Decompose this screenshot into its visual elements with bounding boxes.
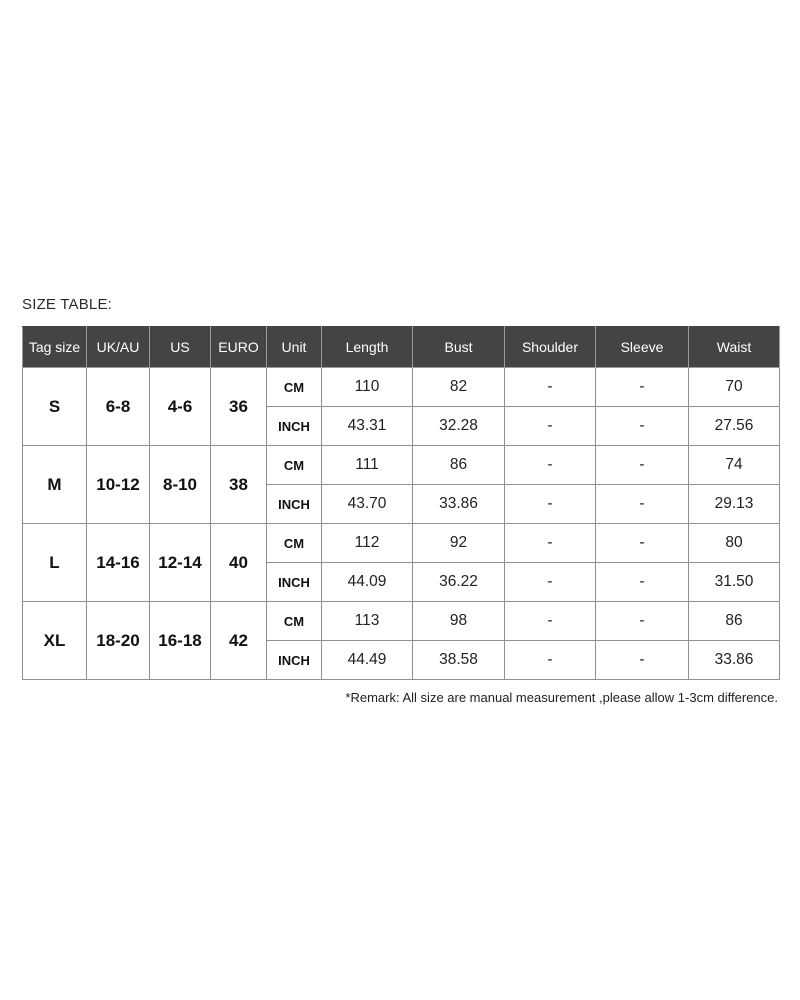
- unit-cell: INCH: [267, 641, 322, 680]
- bust-cell: 92: [413, 524, 505, 563]
- sleeve-cell: -: [596, 524, 689, 563]
- shoulder-cell: -: [505, 485, 596, 524]
- euro-cell: 38: [211, 446, 267, 524]
- unit-cell: INCH: [267, 407, 322, 446]
- sleeve-cell: -: [596, 368, 689, 407]
- unit-cell: INCH: [267, 563, 322, 602]
- bust-cell: 86: [413, 446, 505, 485]
- bust-cell: 36.22: [413, 563, 505, 602]
- shoulder-cell: -: [505, 407, 596, 446]
- length-cell: 43.31: [322, 407, 413, 446]
- waist-cell: 70: [689, 368, 780, 407]
- euro-cell: 40: [211, 524, 267, 602]
- remark-note: *Remark: All size are manual measurement ,please allow 1-3cm difference.: [345, 690, 778, 705]
- shoulder-cell: -: [505, 524, 596, 563]
- uk-au-cell: 6-8: [87, 368, 150, 446]
- waist-cell: 27.56: [689, 407, 780, 446]
- sleeve-cell: -: [596, 446, 689, 485]
- length-cell: 111: [322, 446, 413, 485]
- header-row: [23, 327, 780, 368]
- unit-cell: INCH: [267, 485, 322, 524]
- tag-size-cell: XL: [23, 602, 87, 680]
- header-length: Length: [322, 327, 413, 368]
- bust-cell: 33.86: [413, 485, 505, 524]
- sleeve-cell: -: [596, 563, 689, 602]
- table-row: [23, 446, 780, 485]
- waist-cell: 31.50: [689, 563, 780, 602]
- table-row: [23, 524, 780, 563]
- shoulder-cell: -: [505, 563, 596, 602]
- unit-cell: CM: [267, 446, 322, 485]
- length-cell: 43.70: [322, 485, 413, 524]
- shoulder-cell: -: [505, 446, 596, 485]
- length-cell: 44.49: [322, 641, 413, 680]
- table-row: [23, 602, 780, 641]
- size-table-caption: SIZE TABLE:: [22, 296, 113, 313]
- euro-cell: 42: [211, 602, 267, 680]
- shoulder-cell: -: [505, 602, 596, 641]
- sleeve-cell: -: [596, 641, 689, 680]
- header-shoulder: Shoulder: [505, 327, 596, 368]
- us-cell: 12-14: [150, 524, 211, 602]
- unit-cell: CM: [267, 524, 322, 563]
- table-row: [23, 368, 780, 407]
- header-unit: Unit: [267, 327, 322, 368]
- sleeve-cell: -: [596, 407, 689, 446]
- shoulder-cell: -: [505, 641, 596, 680]
- sleeve-cell: -: [596, 485, 689, 524]
- waist-cell: 33.86: [689, 641, 780, 680]
- length-cell: 44.09: [322, 563, 413, 602]
- unit-cell: CM: [267, 602, 322, 641]
- length-cell: 110: [322, 368, 413, 407]
- euro-cell: 36: [211, 368, 267, 446]
- waist-cell: 29.13: [689, 485, 780, 524]
- header-tag-size: Tag size: [23, 327, 87, 368]
- bust-cell: 82: [413, 368, 505, 407]
- header-sleeve: Sleeve: [596, 327, 689, 368]
- sleeve-cell: -: [596, 602, 689, 641]
- bust-cell: 38.58: [413, 641, 505, 680]
- size-table: [22, 326, 780, 680]
- us-cell: 16-18: [150, 602, 211, 680]
- header-us: US: [150, 327, 211, 368]
- tag-size-cell: L: [23, 524, 87, 602]
- us-cell: 8-10: [150, 446, 211, 524]
- length-cell: 112: [322, 524, 413, 563]
- unit-cell: CM: [267, 368, 322, 407]
- shoulder-cell: -: [505, 368, 596, 407]
- header-waist: Waist: [689, 327, 780, 368]
- uk-au-cell: 14-16: [87, 524, 150, 602]
- tag-size-cell: S: [23, 368, 87, 446]
- header-euro: EURO: [211, 327, 267, 368]
- header-uk-au: UK/AU: [87, 327, 150, 368]
- bust-cell: 32.28: [413, 407, 505, 446]
- length-cell: 113: [322, 602, 413, 641]
- waist-cell: 80: [689, 524, 780, 563]
- header-bust: Bust: [413, 327, 505, 368]
- uk-au-cell: 10-12: [87, 446, 150, 524]
- tag-size-cell: M: [23, 446, 87, 524]
- bust-cell: 98: [413, 602, 505, 641]
- us-cell: 4-6: [150, 368, 211, 446]
- waist-cell: 74: [689, 446, 780, 485]
- waist-cell: 86: [689, 602, 780, 641]
- uk-au-cell: 18-20: [87, 602, 150, 680]
